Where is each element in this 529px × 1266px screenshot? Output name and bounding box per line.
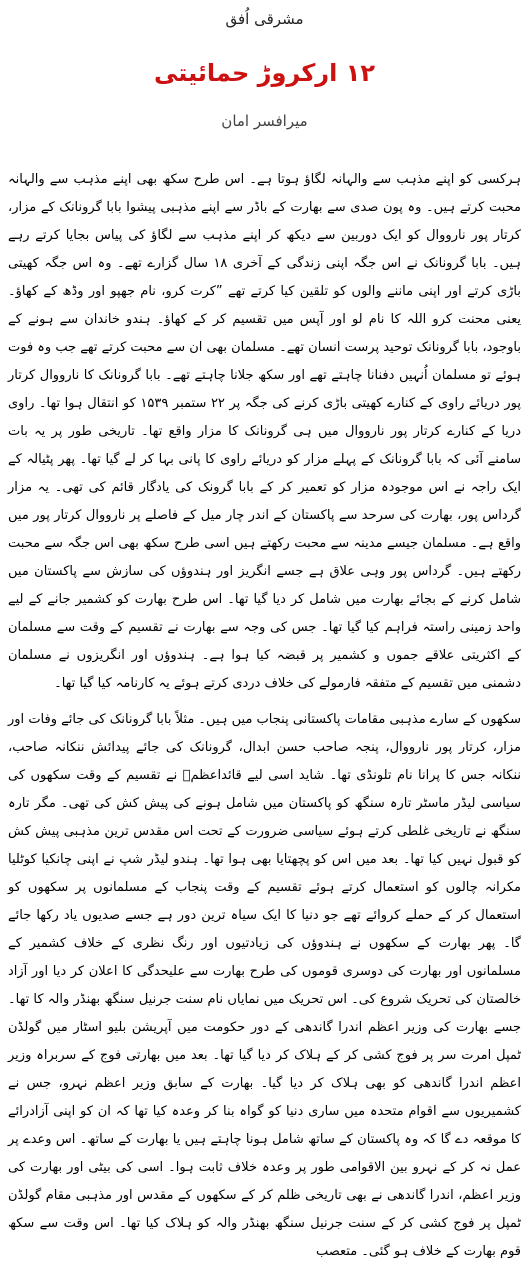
column-name: مشرقی اُفق (225, 10, 304, 28)
column-header (0, 0, 529, 132)
author-name: میرافسر امان (221, 112, 308, 130)
article-body (8, 166, 521, 1266)
article-paragraph: ہرکسی کو اپنے مذہب سے والہانہ لگاؤ ہوتا ہے۔ اس طرح سکھ بھی اپنے مذہب سے والہانہ محبت کرتے ہیں۔ وہ پون صدی سے بھارت کے باڈر سے اپنے مذہبی پیشوا بابا گرونانک کے مزار، کرتار پور نارووال کو ایک دوربین سے دیکھ کر اپنے مذہب سے لگاؤ کی پیاس بجایا کرتے رہے ہیں۔ بابا گرونانک نے اس جگہ اپنی زندگی کے آخری ۱۸ سال گزارے تھے۔ وہ اس جگہ کھیتی باڑی کرتے اور اپنی ماننے والوں کو تلقین کیا کرتے تھے ”کرت کرو، نام جھپو اور وڈھ کے کھاؤ۔ یعنی محنت کرو اللہ کا نام لو اور آپس میں تقسیم کر کے کھاؤ۔ ہندو خاندان سے ہونے کے باوجود، بابا گرونانک توحید پرست انسان تھے۔ مسلمان بھی ان سے محبت کرتے تھے جب وہ فوت ہوئے تو مسلمان اُنہیں دفنانا چاہتے تھے اور سکھ جلانا چاہتے تھے۔ بابا گرونانک کا نارووال کرتار پور دریائے راوی کے کنارے کھیتی باڑی کرنے کی جگہ پر ۲۲ ستمبر ۱۵۳۹ کو انتقال ہوا تھا۔ راوی دریا کے کنارے کرتار پور نارووال میں ہی گرونانک کا مزار واقع تھا۔ تاریخی طور پر یہ بات سامنے آئی کہ بابا گرونانک کے پہلے مزار کو دریائے راوی کا پانی بہا کر لے گیا تھا۔ پھر پٹیالہ کے ایک راجہ نے اس موجودہ مزار کو تعمیر کر کے بابا گرونک کی یادگار قائم کی تھی۔ یہ مزار گرداس پور، بھارت کی سرحد سے پاکستان کے اندر چار میل کے فاصلے پر نارووال کرتار پور میں واقع ہے۔ مسلمان جیسے مدینہ سے محبت رکھتے ہیں اسی طرح سکھ بھی اس جگہ سے محبت رکھتے ہیں۔ گرداس پور وہی علاق ہے جسے انگریز اور ہندوؤں کی سازش سے پاکستان میں شامل کرنے کے بجائے بھارت میں شامل کر دیا گیا تھا۔ اس طرح بھارت کو کشمیر جانے کے لیے واحد زمینی راستہ فراہم کیا گیا تھا۔ جس کی وجہ سے بھارت نے تقسیم کے وقت سے مسلمان کے اکثریتی علاقے جموں و کشمیر پر قبضہ کیا ہوا ہے۔ ہندوؤں اور انگریزوں نے مسلمان دشمنی میں تقسیم کے متفقہ فارمولے کی خلاف دردی کرتے ہوئے یہ کارنامہ کیا گیا تھا۔ (8, 172, 521, 691)
article-paragraph: سکھوں کے سارے مذہبی مقامات پاکستانی پنجاب میں ہیں۔ مثلاً بابا گرونانک کی جائے وفات اور مزار، کرتار پور نارووال، پنجہ صاحب حسن ابدال، گرونانک کی جائے پیدائش ننکانہ صاحب، ننکانہ جس کا پرانا نام تلونڈی تھا۔ شاید اسی لیے قائداعظمؒ نے تقسیم کے وقت سکھوں کی سیاسی لیڈر ماسٹر تارہ سنگھ کو پاکستان میں شامل ہونے کی پیش کش کی تھی۔ مگر تارہ سنگھ نے تاریخی غلطی کرتے ہوئے سیاسی ضرورت کے تحت اس مقدس ترین مذہبی پیش کش کو قبول نہیں کیا تھا۔ بعد میں اس کو پچھتایا بھی ہوا تھا۔ ہندو لیڈر شپ نے اپنی چانکیا کوٹلیا مکرانہ چالوں کو استعمال کرتے ہوئے تقسیم کے وقت پنجاب کے مسلمانوں پر سکھوں کو استعمال کر کے حملے کروائے تھے جو دنیا کا ایک سیاہ ترین دور ہے جسے صدیوں یاد رکھا جائے گا۔ پھر بھارت کے سکھوں نے ہندوؤں کی زیادتیوں اور رنگ نظری کے خلاف کشمیر کے مسلمانوں اور بھارت کی دوسری قوموں کی طرح بھارت سے علیحدگی کا اعلان کر دیا اور آزاد خالصتان کی تحریک شروع کی۔ اس تحریک میں نمایاں نام سنت جرنیل سنگھ بھنڈر والہ کا تھا۔ جسے بھارت کی وزیر اعظم اندرا گاندھی کے دور حکومت میں آپریشن بلیو اسٹار میں گولڈن ٹمپل امرت سر پر فوج کشی کر کے ہلاک کر دیا گیا تھا۔ بعد میں بھارتی فوج کے سربراہ وزیر اعظم اندرا گاندھی کو بھی ہلاک کر دیا گیا۔ بھارت کے سابق وزیر اعظم نہرو، جس نے کشمیریوں سے اقوام متحدہ میں ساری دنیا کو گواہ بنا کر وعدہ کیا تھا کہ ان کو اپنی آزادرائے کا موقعہ دے گا کہ وہ پاکستان کے ساتھ شامل ہونا چاہتے ہیں یا بھارت کے ساتھ۔ اس وعدے پر عمل نہ کر کے نہرو بین الاقوامی طور پر وعدہ خلاف ثابت ہوا۔ اسی کی بیٹی اور بھارت کی وزیر اعظم، اندرا گاندھی نے بھی تاریخی ظلم کر کے سکھوں کے مقدس اور مذہبی مقام گولڈن ٹمپل پر فوج کشی کر کے سنت جرنیل سنگھ بھنڈر والہ کو ہلاک کیا تھا۔ اس وقت سے سکھ قوم بھارت کے خلاف ہو گئی۔ متعصب (8, 712, 521, 1259)
headline: ۱۲ ارکروڑ حمائیتی (154, 59, 375, 87)
